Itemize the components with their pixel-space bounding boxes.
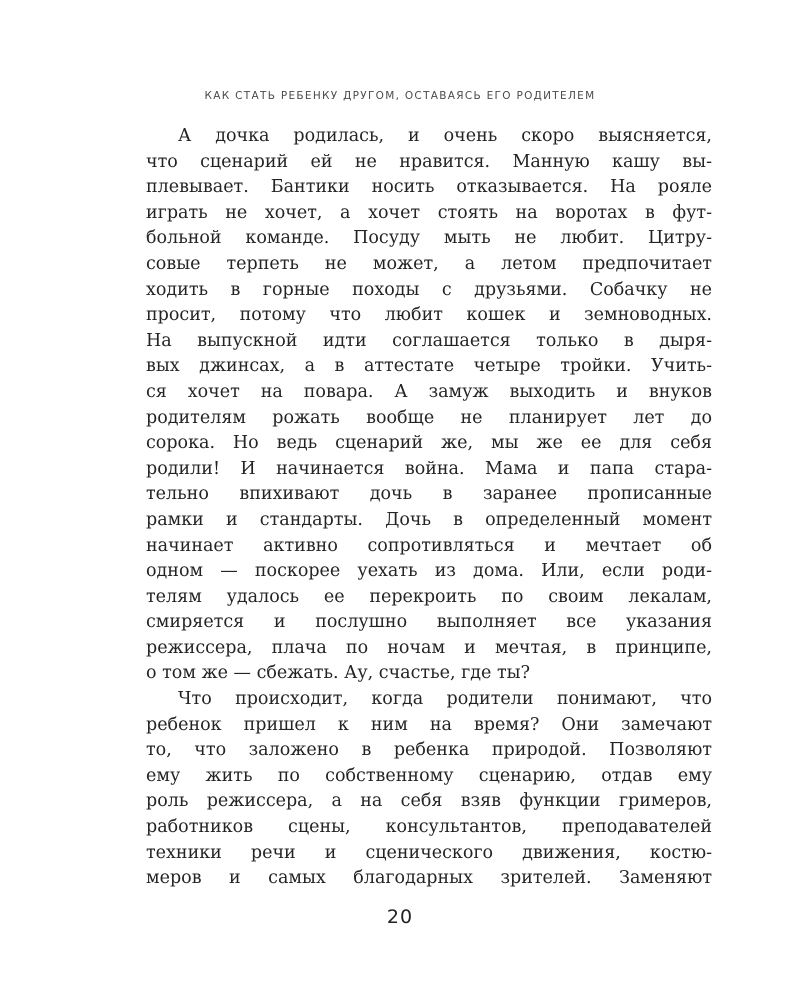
text-line: меров и самых благодарных зрителей. Заменяют [146, 868, 712, 889]
text-line: одном — поскорее уехать из дома. Или, если роди- [146, 561, 712, 582]
text-line: ему жить по собственному сценарию, отдав ему [146, 765, 712, 786]
text-line: роль режиссера, а на себя взяв функции гримеров, [146, 791, 712, 812]
text-line: совые терпеть не может, а летом предпочитает [146, 253, 712, 274]
text-line: плевывает. Бантики носить отказывается. На рояле [146, 177, 712, 198]
text-line: рамки и стандарты. Дочь в определенный момент [146, 509, 712, 530]
text-line: А дочка родилась, и очень скоро выясняется, [178, 126, 712, 146]
text-line: тельно впихивают дочь в заранее прописанные [146, 484, 712, 505]
page-number: 20 [386, 906, 414, 928]
text-line: вых джинсах, а в аттестате четыре тройки. Учить- [146, 356, 712, 377]
text-line: режиссера, плача по ночам и мечтая, в принципе, [146, 637, 712, 658]
text-line: работников сцены, консультантов, преподавателей [146, 817, 712, 838]
text-line: что сценарий ей не нравится. Манную кашу вы- [146, 151, 712, 172]
text-line: больной команде. Посуду мыть не любит. Цитру- [146, 228, 712, 249]
text-line: начинает активно сопротивляться и мечтает об [146, 535, 712, 556]
text-line: ребенок пришел к ним на время? Они замечают [146, 714, 712, 735]
text-line: ходить в горные походы с друзьями. Собачку не [146, 279, 712, 300]
text-line: На выпускной идти соглашается только в дыря- [146, 330, 712, 351]
text-line: о том же — сбежать. Ау, счастье, где ты? [146, 663, 530, 684]
text-line: техники речи и сценического движения, костю- [146, 842, 712, 863]
text-line: сорока. Но ведь сценарий же, мы же ее для себя [146, 433, 712, 454]
text-line: играть не хочет, а хочет стоять на воротах в фут- [146, 202, 712, 223]
body-text [146, 124, 712, 892]
text-line: телям удалось ее перекроить по своим лекалам, [146, 586, 712, 607]
text-line: то, что заложено в ребенка природой. Позволяют [146, 740, 712, 761]
text-line: Что происходит, когда родители понимают, что [178, 689, 712, 710]
text-line: ся хочет на повара. А замуж выходить и внуков [146, 381, 712, 402]
text-line: смиряется и послушно выполняет все указания [146, 612, 712, 633]
text-line: родителям рожать вообще не планирует лет до [146, 407, 712, 428]
text-line: родили! И начинается война. Мама и папа стара- [146, 458, 712, 479]
running-header: КАК СТАТЬ РЕБЕНКУ ДРУГОМ, ОСТАВАЯСЬ ЕГО РОДИТЕЛЕМ [204, 90, 596, 102]
text-line: просит, потому что любит кошек и земноводных. [146, 305, 712, 326]
